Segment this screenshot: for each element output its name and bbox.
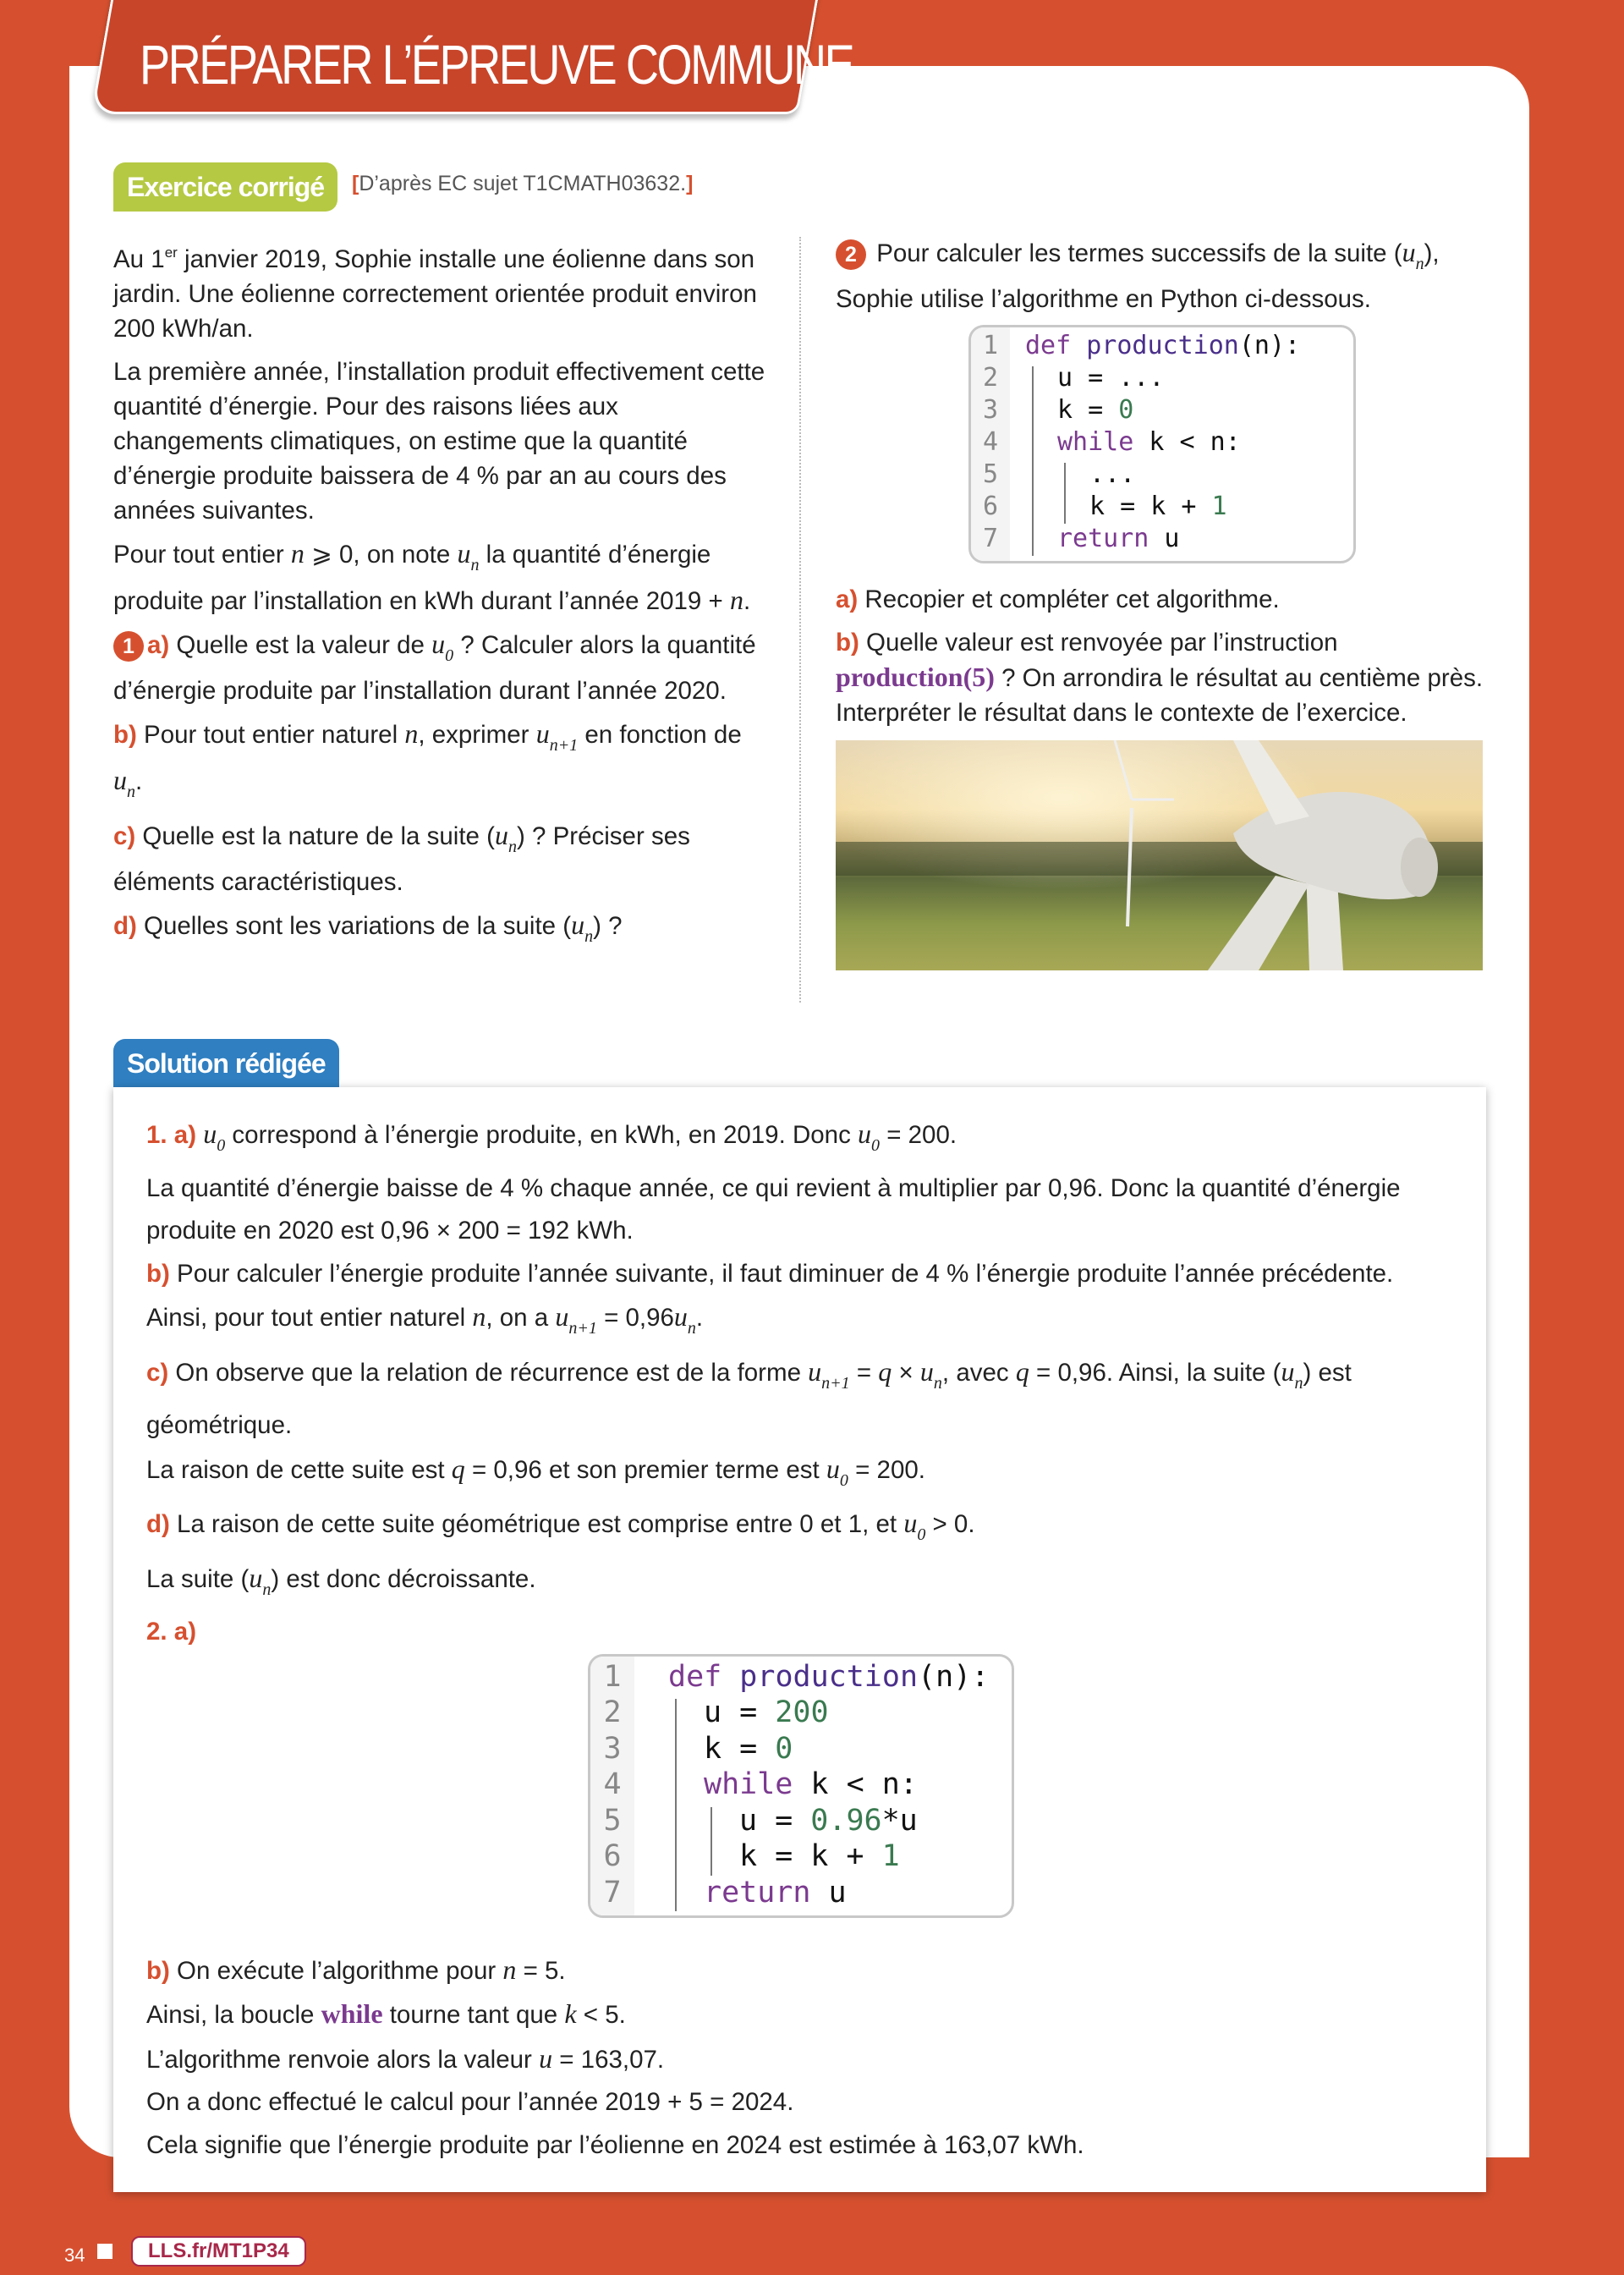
code-text: k = k + [739, 1839, 882, 1873]
code-line [1089, 492, 1227, 521]
text: . [135, 767, 143, 795]
paragraph [113, 354, 769, 528]
code-text: k < n: [793, 1767, 918, 1801]
page-number: 34 [64, 2245, 85, 2266]
math-subscript: 0 [839, 1470, 848, 1490]
code-function: production [1086, 331, 1239, 360]
line-number: 7 [603, 1875, 622, 1910]
text: La suite ( [146, 1564, 250, 1593]
math-var: u [903, 1508, 918, 1538]
code-number: 0 [1118, 395, 1134, 425]
paragraph [146, 1992, 1453, 2037]
line-number: 2 [982, 363, 999, 393]
text: = 0,96 [596, 1304, 674, 1332]
text: ) est donc décroissante. [271, 1564, 536, 1593]
math-var: n [502, 1954, 517, 1985]
solution-badge: Solution rédigée [113, 1039, 339, 1088]
paragraph [146, 2037, 1453, 2082]
question-number-badge: 2 [836, 239, 866, 270]
question-label: b) [113, 721, 137, 749]
code-block-exercise [968, 325, 1356, 563]
text: tourne tant que [382, 2001, 565, 2029]
text: ) ? Préciser ses éléments caractéristiques. [113, 822, 690, 896]
solution-content [113, 1087, 1486, 2192]
text: ⩾ 0, on note [304, 541, 458, 569]
text: La raison de cette suite géométrique est comprise entre 0 et 1, et [169, 1510, 904, 1538]
line-number: 4 [982, 427, 999, 457]
code-number: 0 [775, 1731, 793, 1766]
code-line [704, 1767, 918, 1801]
text: On exécute l’algorithme pour [169, 1956, 503, 1985]
text: ), Sophie utilise l’algorithme en Python ci-dessous. [836, 239, 1440, 313]
text: La raison de cette suite est [146, 1455, 452, 1484]
question-label: b) [836, 629, 859, 657]
math-var: n [472, 1301, 486, 1332]
math-subscript: n [933, 1373, 942, 1393]
question-label: a) [147, 631, 170, 659]
paragraph [146, 1295, 1453, 1350]
code-keyword: def [668, 1659, 740, 1694]
code-keyword: while [704, 1767, 793, 1801]
indent-guide [675, 1699, 677, 1911]
math-var: u [919, 1355, 934, 1387]
question-label: c) [146, 1358, 169, 1387]
text: ) est géométrique. [146, 1358, 1352, 1439]
code-line [704, 1876, 847, 1910]
code-line [668, 1660, 989, 1694]
question-label: c) [113, 822, 136, 850]
text: La quantité d’énergie baisse de 4 % chaque année, ce qui revient à multiplier par 0,96. Donc la quantité d’énergie produite en 2020 est 0,96 × 200 = 192 kWh. [146, 1173, 1401, 1245]
math-subscript: n [1294, 1373, 1303, 1393]
solution-part-2b [146, 1948, 1453, 2168]
math-var: u [431, 629, 446, 659]
code-line [1057, 395, 1133, 425]
math-var: u [203, 1118, 217, 1149]
text: = 0,96. Ainsi, la suite ( [1029, 1358, 1281, 1387]
text: = 163,07. [552, 2045, 665, 2074]
paragraph [146, 1168, 1453, 1253]
text: On a donc effectué le calcul pour l’année 2019 + 5 = 2024. [146, 2088, 794, 2116]
exercise-badge: Exercice corrigé [113, 162, 337, 212]
code-line [1089, 459, 1135, 489]
math-subscript: n [262, 1580, 272, 1599]
code-line [704, 1732, 793, 1766]
math-var: u [858, 1118, 872, 1149]
code-text: u = [704, 1695, 776, 1729]
code-keyword: def [1025, 331, 1087, 360]
math-var: n [404, 718, 419, 749]
code-keyword: while [1057, 427, 1134, 457]
paragraph [113, 235, 769, 346]
code-number: 1 [1211, 492, 1227, 521]
indent-guide [710, 1807, 712, 1876]
page-title: PRÉPARER L’ÉPREUVE COMMUNE [140, 33, 853, 96]
math-var: u [808, 1355, 822, 1387]
text: = 200. [848, 1455, 925, 1484]
paragraph [113, 818, 769, 899]
code-line [704, 1695, 829, 1729]
paragraph [836, 625, 1495, 730]
code-text: (n): [1238, 331, 1301, 360]
question-label: a) [836, 585, 859, 613]
text: Ainsi, pour tout entier naturel [146, 1304, 473, 1332]
text: = 5. [516, 1956, 566, 1985]
math-var: u [673, 1301, 688, 1332]
bracket-close: ] [686, 172, 694, 195]
solution-part-1 [146, 1113, 1453, 1654]
math-subscript: n [584, 927, 594, 946]
math-var: u [249, 1562, 263, 1593]
text: × [892, 1358, 920, 1387]
indent-guide [1032, 366, 1034, 556]
text: . [743, 587, 751, 615]
code-text: u [1149, 524, 1180, 553]
text: L’algorithme renvoie alors la valeur [146, 2045, 540, 2074]
code-keyword: return [1057, 524, 1149, 553]
text: Ainsi, la boucle [146, 2001, 321, 2029]
paragraph [146, 2124, 1453, 2168]
code-text: k = [704, 1731, 776, 1766]
line-number: 1 [982, 331, 999, 360]
text: La première année, l’installation produit effectivement cette quantité d’énergie. Pour des raisons liées aux changements climatiques, on estime que la quantité d’énergie produite baissera de 4 % par an au cours des années suivantes. [113, 358, 765, 525]
code-text: (n): [918, 1659, 990, 1694]
text: Cela signifie que l’énergie produite par l’éolienne en 2024 est estimée à 163,07 kWh. [146, 2130, 1084, 2159]
math-var: q [878, 1355, 892, 1387]
line-number: 3 [982, 395, 999, 425]
text: , avec [941, 1358, 1016, 1387]
math-subscript: n [127, 783, 135, 801]
text: ) ? [593, 912, 623, 940]
math-subscript: 0 [917, 1525, 926, 1544]
line-number: 2 [603, 1695, 622, 1729]
text: ? Calculer alors la quantité d’énergie produite par l’installation durant l’année 2020. [113, 631, 756, 705]
math-var: u [535, 718, 550, 749]
math-var: u [555, 1301, 569, 1332]
paragraph [836, 582, 1495, 617]
footer-square-icon [97, 2244, 112, 2259]
text: Au 1 [113, 245, 165, 273]
paragraph [146, 1557, 1453, 1612]
code-line [739, 1804, 918, 1838]
indent-guide [1064, 463, 1066, 524]
math-var: u [113, 765, 127, 795]
code-text: k = k + [1089, 492, 1212, 521]
math-subscript: n [470, 556, 480, 574]
text: correspond à l’énergie produite, en kWh, en 2019. Donc [225, 1121, 859, 1149]
text: = [849, 1358, 879, 1387]
paragraph [146, 1253, 1453, 1296]
math-subscript: 0 [217, 1136, 226, 1155]
code-text: k = [1057, 395, 1119, 425]
lls-link[interactable]: LLS.fr/MT1P34 [131, 2236, 306, 2267]
code-text: u = ... [1057, 363, 1165, 393]
paragraph [113, 717, 769, 810]
text: Quelles sont les variations de la suite ( [136, 912, 572, 940]
question-number-badge: 1 [113, 631, 144, 662]
paragraph [146, 1448, 1453, 1503]
superscript: er [164, 245, 178, 261]
math-var: u [494, 820, 508, 850]
code-number: 1 [881, 1839, 900, 1873]
code-number: 0.96 [810, 1803, 882, 1838]
paragraph [113, 627, 769, 708]
text [196, 1121, 203, 1149]
line-number: 4 [603, 1767, 622, 1801]
exercise-source [352, 172, 693, 196]
math-var: n [729, 585, 743, 615]
paragraph [146, 1113, 1453, 1168]
math-var: u [1402, 237, 1416, 267]
text: , exprimer [418, 721, 536, 749]
bracket-open: [ [352, 172, 359, 195]
text: < 5. [576, 2001, 626, 2029]
code-keyword: return [704, 1875, 811, 1910]
wind-turbine-photo [836, 740, 1483, 970]
math-subscript: n+1 [568, 1319, 597, 1338]
text: > 0. [925, 1510, 975, 1538]
math-var: u [571, 909, 585, 940]
line-number: 6 [603, 1839, 622, 1873]
text: . [695, 1304, 704, 1332]
question-2-parts [836, 582, 1495, 730]
text: ? On arrondira le résultat au centième près. Interpréter le résultat dans le contexte de l’exercice. [836, 664, 1484, 727]
math-subscript: n [687, 1319, 696, 1338]
code-function: production [739, 1659, 919, 1694]
text: , on a [486, 1304, 556, 1332]
code-text: *u [881, 1803, 918, 1838]
math-subscript: n [1415, 255, 1424, 273]
text: Recopier et compléter cet algorithme. [858, 585, 1280, 613]
question-label: b) [146, 1259, 170, 1288]
code-text: k < n: [1133, 427, 1241, 457]
math-subscript: n [508, 838, 517, 856]
math-var: u [457, 538, 471, 569]
paragraph [113, 536, 769, 618]
text: Quelle est la nature de la suite ( [135, 822, 495, 850]
line-number: 7 [982, 524, 999, 553]
paragraph [146, 1611, 1453, 1654]
code-block-solution [588, 1654, 1014, 1918]
text: janvier 2019, Sophie installe une éolienne dans son jardin. Une éolienne correctement orientée produit environ 200 kWh/an. [113, 245, 757, 343]
exercise-right-column [836, 235, 1495, 970]
math-subscript: 0 [445, 646, 454, 665]
text: Pour calculer les termes successifs de la suite ( [870, 239, 1402, 267]
question-label: d) [113, 912, 137, 940]
code-line [1057, 524, 1180, 553]
line-number: 1 [603, 1659, 622, 1694]
line-number: 6 [982, 492, 999, 521]
code-line [1057, 427, 1241, 457]
text: Quelle valeur est renvoyée par l’instruction [859, 629, 1338, 657]
code-text: u [810, 1875, 847, 1910]
line-number: 5 [982, 459, 999, 489]
code-line [1025, 331, 1300, 360]
math-var: q [1015, 1355, 1029, 1387]
paragraph [146, 1948, 1453, 1993]
line-number: 3 [603, 1731, 622, 1766]
solution-box [113, 1087, 1486, 2192]
code-text: ... [1089, 459, 1136, 489]
math-subscript: 0 [871, 1136, 881, 1155]
paragraph [113, 908, 769, 954]
line-number: 5 [603, 1803, 622, 1838]
math-subscript: n+1 [549, 736, 579, 755]
paragraph [146, 2081, 1453, 2124]
text: Quelle est la valeur de [169, 631, 432, 659]
source-text: D’après EC sujet T1CMATH03632. [359, 172, 687, 195]
text: Pour calculer l’énergie produite l’année suivante, il faut diminuer de 4 % l’énergie produite l’année précédente. [169, 1259, 1394, 1288]
text: Pour tout entier [113, 541, 291, 569]
math-subscript: n+1 [821, 1373, 850, 1393]
code-line [739, 1839, 900, 1873]
math-var: n [290, 538, 304, 569]
math-var: q [451, 1453, 465, 1484]
text: = 0,96 et son premier terme est [464, 1455, 826, 1484]
math-var: u [539, 2042, 553, 2074]
exercise-left-column [113, 235, 769, 963]
text: en fonction de [578, 721, 742, 749]
question-label: 1. a) [146, 1121, 197, 1149]
text: Pour tout entier naturel [136, 721, 405, 749]
text: On observe que la relation de récurrence est de la forme [168, 1358, 809, 1387]
code-number: 200 [775, 1695, 829, 1729]
question-2-intro [836, 235, 1495, 316]
paragraph [836, 235, 1495, 316]
paragraph [146, 1350, 1453, 1448]
text: = 200. [880, 1121, 957, 1149]
paragraph [146, 1502, 1453, 1557]
math-var: u [1281, 1355, 1295, 1387]
column-divider [799, 237, 801, 1003]
math-var: k [564, 1998, 577, 2029]
question-label: 2. a) [146, 1618, 197, 1646]
text: la quantité d’énergie produite par l’installation en kWh durant l’année 2019 + [113, 541, 730, 615]
code-inline: while [321, 1998, 383, 2029]
code-inline: production(5) [836, 662, 995, 692]
code-line [1057, 363, 1164, 393]
code-text: u = [739, 1803, 811, 1838]
math-var: u [826, 1453, 840, 1484]
question-label: d) [146, 1510, 170, 1538]
question-label: b) [146, 1956, 170, 1985]
